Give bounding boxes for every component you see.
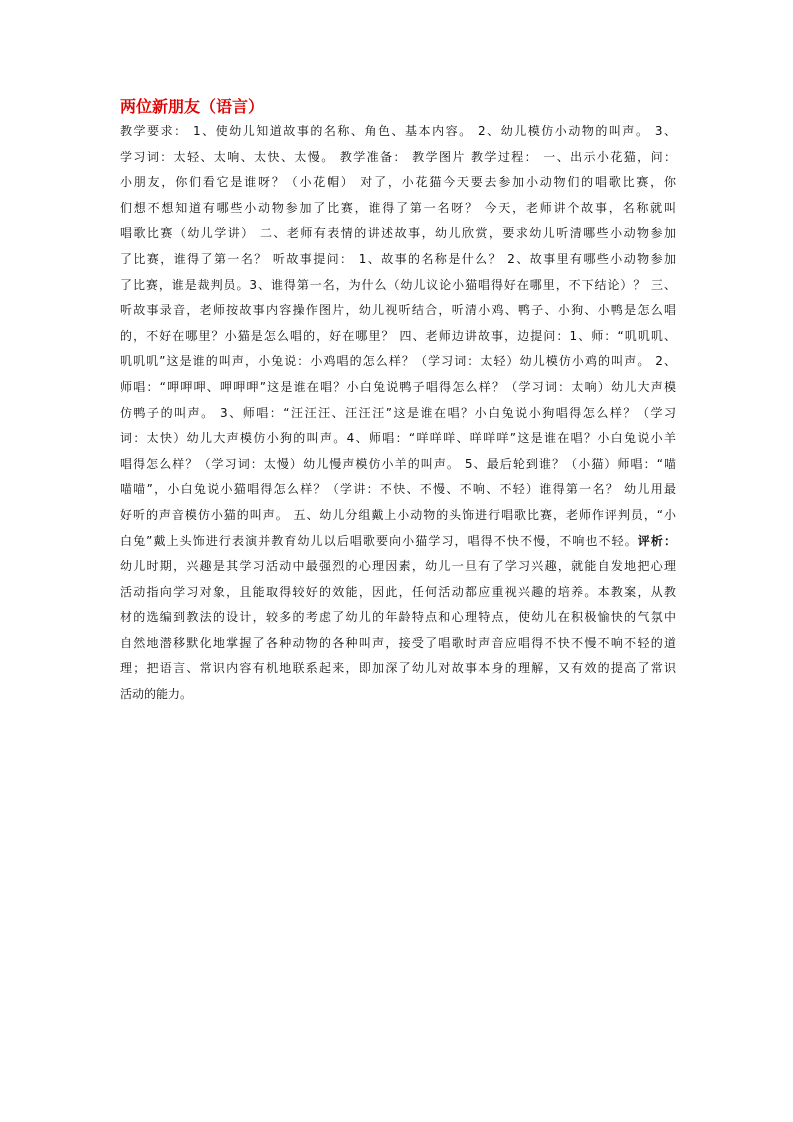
text-line xyxy=(120,273,676,299)
line-text: 了比赛，谁是裁判员。3、谁得第一名，为什么（幼儿议论小猫唱得好在哪里，不下结论）？ 三、 xyxy=(120,277,676,292)
text-line xyxy=(120,375,676,401)
line-text: 教学要求： 1、使幼儿知道故事的名称、角色、基本内容。 2、幼儿模仿小动物的叫声。 3、 xyxy=(120,124,676,138)
line-text: 理；把语言、常识内容有机地联系起来，即加深了幼儿对故事本身的理解，又有效的提高了常识 xyxy=(120,661,676,676)
line-text: 学习词：太轻、太响、太快、太慢。 教学准备： 教学图片 教学过程： 一、出示小花猫，问： xyxy=(120,149,676,164)
line-text: 自然地潜移默化地掌握了各种动物的各种叫声，接受了唱歌时声音应唱得不快不慢不响不轻的道 xyxy=(120,635,676,650)
line-text: 白兔”戴上头饰进行表演并教育幼儿以后唱歌要向小猫学习，唱得不快不慢，不响也不轻。 xyxy=(120,533,638,548)
text-line xyxy=(120,196,676,222)
line-text: 幼儿时期，兴趣是其学习活动中最强烈的心理因素，幼儿一旦有了学习兴趣，就能自发地把心理 xyxy=(120,559,676,574)
line-text: 好听的声音模仿小猫的叫声。 五、幼儿分组戴上小动物的头饰进行唱歌比赛，老师作评判员，“小 xyxy=(120,507,676,522)
text-line xyxy=(120,221,676,247)
text-line xyxy=(120,426,676,452)
critique-heading: 评析： xyxy=(637,533,676,548)
line-text: 的，不好在哪里？小猫是怎么唱的，好在哪里？ 四、老师边讲故事，边提问：1、师：“叽叽叽、 xyxy=(120,328,676,343)
text-line xyxy=(120,170,676,196)
line-text: 叽叽叽”这是谁的叫声，小兔说：小鸡唱的怎么样？（学习词：太轻）幼儿模仿小鸡的叫声。 2、 xyxy=(120,354,676,369)
text-line xyxy=(120,324,676,350)
document-title: 两位新朋友（语言） xyxy=(120,97,265,116)
text-line xyxy=(120,682,676,708)
text-line xyxy=(120,529,676,555)
text-line xyxy=(120,349,676,375)
line-text: 活动指向学习对象，且能取得较好的效能，因此，任何活动都应重视兴趣的培养。本教案，从教 xyxy=(120,584,676,599)
text-line xyxy=(120,401,676,427)
text-line xyxy=(120,119,676,145)
line-text: 词：太快）幼儿大声模仿小狗的叫声。4、师唱：“咩咩咩、咩咩咩”这是谁在唱？小白兔说小羊 xyxy=(120,431,676,446)
text-line xyxy=(120,247,676,273)
text-line xyxy=(120,298,676,324)
line-text: 材的选编到教法的设计，较多的考虑了幼儿的年龄特点和心理特点，使幼儿在积极愉快的气氛中 xyxy=(120,610,676,625)
text-line xyxy=(120,656,676,682)
text-line xyxy=(120,631,676,657)
line-text: 仿鸭子的叫声。 3、师唱：“汪汪汪、汪汪汪”这是谁在唱？小白兔说小狗唱得怎么样？（学习 xyxy=(120,405,676,420)
text-line xyxy=(120,554,676,580)
line-text: 唱得怎么样？（学习词：太慢）幼儿慢声模仿小羊的叫声。 5、最后轮到谁？（小猫）师唱：“喵 xyxy=(120,456,676,471)
line-text: 师唱：“呷呷呷、呷呷呷”这是谁在唱？小白兔说鸭子唱得怎么样？（学习词：太响）幼儿大声模 xyxy=(120,379,676,394)
text-line xyxy=(120,605,676,631)
line-text: 活动的能力。 xyxy=(120,687,193,702)
line-text: 听故事录音，老师按故事内容操作图片，幼儿视听结合，听清小鸡、鸭子、小狗、小鸭是怎么唱 xyxy=(120,303,676,318)
line-text: 喵喵”，小白兔说小猫唱得怎么样？（学讲：不快、不慢、不响、不轻）谁得第一名？ 幼儿用最 xyxy=(120,482,676,497)
line-text: 小朋友，你们看它是谁呀？（小花帽） 对了，小花猫今天要去参加小动物们的唱歌比赛，你 xyxy=(120,175,676,190)
text-line xyxy=(120,145,676,171)
line-text: 了比赛，谁得了第一名？ 听故事提问： 1、故事的名称是什么？ 2、故事里有哪些小动物参加 xyxy=(120,251,676,266)
line-text: 唱歌比赛（幼儿学讲） 二、老师有表情的讲述故事，幼儿欣赏，要求幼儿听清哪些小动物参加 xyxy=(120,226,676,241)
document-body xyxy=(120,119,676,708)
text-line xyxy=(120,452,676,478)
text-line xyxy=(120,580,676,606)
text-line xyxy=(120,477,676,503)
text-line xyxy=(120,503,676,529)
line-text: 们想不想知道有哪些小动物参加了比赛，谁得了第一名呀？ 今天，老师讲个故事，名称就叫 xyxy=(120,200,676,215)
